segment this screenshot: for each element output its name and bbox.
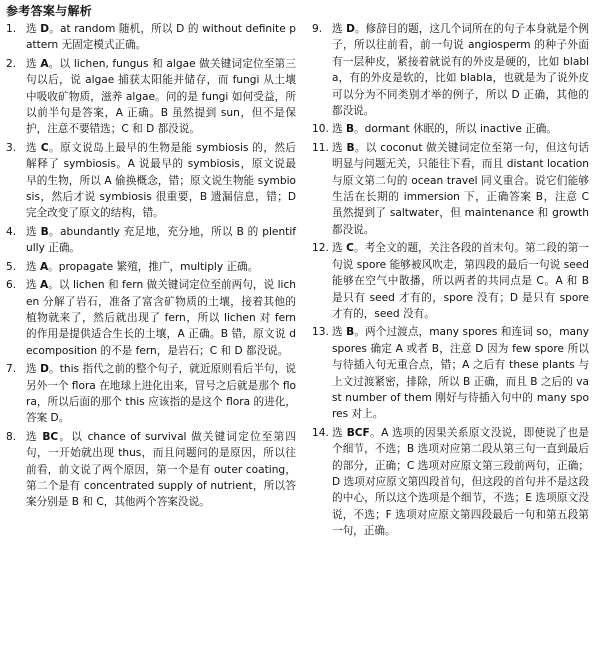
- item-number: 11.: [312, 141, 329, 154]
- item-number: 14.: [312, 426, 329, 439]
- item-answer: BCF: [346, 426, 370, 439]
- item-lead: 选: [332, 141, 347, 154]
- item-answer: D: [40, 363, 49, 376]
- item-number: 10.: [312, 123, 329, 136]
- item-explanation: [26, 277, 300, 359]
- item-answer: A: [40, 279, 49, 292]
- item-explanation: [26, 140, 300, 222]
- item-answer: C: [346, 242, 354, 255]
- item-explanation: [332, 140, 593, 238]
- answer-item: [6, 277, 300, 359]
- answer-item: [312, 21, 589, 119]
- item-explanation: [26, 224, 296, 257]
- answer-item: [312, 425, 589, 540]
- item-number: 9.: [312, 23, 323, 35]
- page-title: 参考答案与解析: [6, 4, 93, 18]
- item-number: 3.: [6, 141, 17, 154]
- item-lead: 选: [332, 123, 346, 136]
- item-lead: 选: [26, 225, 41, 238]
- item-body: 。修辞目的题，这几个词所在的句子本身就是个例子，所以往前看，前一句说 angiosperm 的种子外面有一层种皮，紧接着就说有的外皮是硬的，比如 blabla，有的外皮是软的，比如 blabla，也就是为了说外皮可以分为不同类别才举的例子，所以 D 正确，其他的都没说。: [332, 23, 589, 118]
- answer-item: [312, 140, 593, 238]
- answer-item: [312, 121, 589, 137]
- item-body: 。考全文的题，关注各段的首末句。第二段的第一句说 spore 能够被风吹走，第四段的最后一句说 seed 能够在空气中散播，所以两者的共同点是 C。A 和 B 是只有 seed 才有的，spore 没有；D 是只有 spore 才有的，seed 没有。: [332, 242, 593, 320]
- item-explanation: [26, 21, 296, 54]
- answer-item: [6, 140, 300, 222]
- item-body: 。A 选项的因果关系原文没说，即使说了也是个细节，不选；B 选项对应第二段从第三句一直到最后的部分，正确；C 选项对应原文第三段前两句，正确；D 选项对应原文第四段首句，但这段的首句并不是这段的中心，所以这个选项是个细节，不选；E 选项原文没说，不选；F 选项对应原文第四段最后一句和第五段第一句，正确。: [332, 426, 589, 538]
- item-explanation: [332, 324, 593, 422]
- item-number: 5.: [6, 260, 17, 273]
- item-number: 12.: [312, 242, 329, 255]
- item-answer: B: [40, 225, 49, 238]
- item-body: 。at random 随机，所以 D 的 without definite pattern 无固定模式正确。: [26, 23, 296, 52]
- answer-item: [6, 224, 296, 257]
- item-number: 7.: [6, 363, 17, 376]
- item-body: 。abundantly 充足地，充分地，所以 B 的 plentifully 正确。: [26, 225, 296, 255]
- left-column: [6, 21, 300, 542]
- item-answer: D: [346, 23, 355, 35]
- item-number: 13.: [312, 326, 329, 339]
- item-lead: 选: [26, 23, 41, 35]
- item-lead: 选: [26, 57, 41, 70]
- item-explanation: [332, 425, 589, 540]
- item-body: 。propagate 繁殖，推广，multiply 正确。: [48, 260, 259, 273]
- item-lead: 选: [26, 141, 41, 154]
- item-answer: C: [40, 141, 49, 154]
- item-lead: 选: [26, 260, 40, 273]
- item-number: 8.: [6, 430, 17, 443]
- item-body: 。dormant 休眠的，所以 inactive 正确。: [354, 123, 557, 136]
- item-explanation: [26, 259, 296, 275]
- item-answer: A: [40, 57, 49, 70]
- item-explanation: [26, 56, 296, 138]
- answer-item: [6, 429, 296, 511]
- item-body: 。以 chance of survival 做关键词定位至第四句，一开始就出现 thus，而且问题问的是原因，所以往前看，前文说了两个原因，第一个是有 outer coating，第二个是有 concentrated supply of nutrient，所以答案分别是 B 和 C，其他两个答案没说。: [26, 430, 296, 509]
- item-number: 1.: [6, 23, 17, 35]
- answer-item: [6, 56, 296, 138]
- item-explanation: [332, 121, 589, 137]
- item-number: 4.: [6, 225, 17, 238]
- item-body: 。以 lichen 和 fern 做关键词定位至前两句，说 lichen 分解了岩石，准备了富含矿物质的土壤，接着其他的植物就来了，然后就出现了 fern，所以 lichen 对 fern 的作用是提供适合生长的土壤，A 正确。B 错，原文说 decomposition 的不是 fern，是岩石；C 和 D 都没说。: [26, 279, 300, 357]
- item-answer: B: [345, 123, 355, 136]
- item-lead: 选: [26, 363, 41, 376]
- item-answer: D: [40, 23, 50, 35]
- item-number: 6.: [6, 279, 17, 292]
- item-body: 。以 lichen, fungus 和 algae 做关键词定位至第三句以后，说 algae 捕获太阳能并储存，而 fungi 从土壤中吸收矿物质，滋养 algae。问的是 fungi 如何受益，所以前半句是答案，A 正确。B 虽然提到 sun，但不是保护，注意不要错选；C 和 D 都没说。: [26, 57, 296, 136]
- item-number: 2.: [6, 57, 17, 70]
- item-body: 。this 指代之前的整个句子，就近原则看后半句，说另外一个 flora 在地球上进化出来，冒号之后就是那个 flora，所以后面的那个 this 应该指的是这个 flora 的进化，答案 D。: [26, 363, 296, 425]
- item-lead: 选: [332, 326, 347, 339]
- item-body: 。以 coconut 做关键词定位至第一句，但这句话明显与问题无关，只能往下看，而且 distant location 与原文第二句的 ocean travel 同义重合。说它们能够生活在长期的 immersion 下，正确答案 B，注意 C 虽然提到了 saltwater，但 maintenance 和 growth 都没说。: [332, 141, 593, 236]
- answer-item: [312, 324, 593, 422]
- item-explanation: [332, 21, 589, 119]
- right-column: [312, 21, 593, 542]
- item-explanation: [332, 240, 593, 322]
- item-answer: B: [346, 141, 355, 154]
- item-lead: 选: [26, 279, 41, 292]
- item-body: 。原文说岛上最早的生物是能 symbiosis 的，然后解释了 symbiosis。A 说最早的 symbiosis，原文说最早的生物，所以 A 偷换概念，错；原文说生物能 symbiosis，然后才说 symbiosis 很重要，B 遗漏信息，错；D 完全改变了原文的结构，错。: [26, 141, 300, 220]
- item-explanation: [26, 361, 296, 427]
- item-body: 。两个过渡点，many spores 和连词 so，many spores 确定 A 或者 B，注意 D 因为 few spore 所以与待插入句无重合点，错；A 之后有 these plants 与上文过渡紧密，排除，所以 B 正确，而且 B 之后的 vast number of them 刚好与待插入句中的 many spores 对上。: [332, 326, 593, 421]
- item-explanation: [26, 429, 296, 511]
- answer-item: [6, 21, 296, 54]
- answer-item: [6, 259, 296, 275]
- item-answer: B: [346, 326, 355, 339]
- item-answer: A: [39, 260, 49, 273]
- item-lead: 选: [332, 426, 347, 439]
- answer-item: [6, 361, 296, 427]
- item-lead: 选: [26, 430, 43, 443]
- answer-item: [312, 240, 593, 322]
- item-lead: 选: [332, 242, 347, 255]
- item-lead: 选: [332, 23, 347, 35]
- item-answer: BC: [42, 430, 59, 443]
- columns: [6, 21, 593, 542]
